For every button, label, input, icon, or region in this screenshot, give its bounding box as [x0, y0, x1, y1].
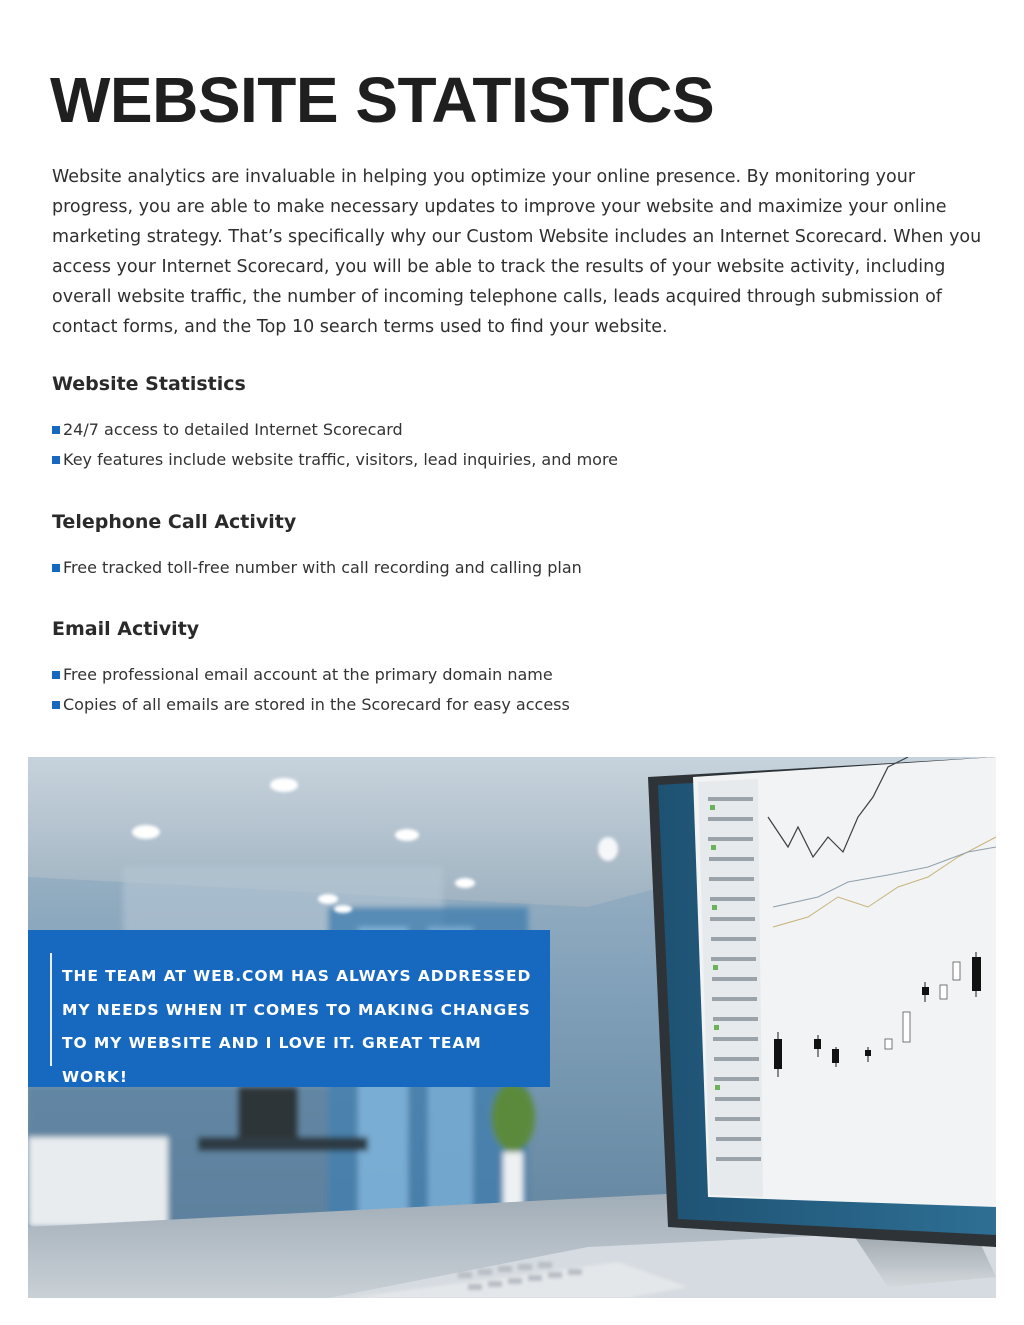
list-item-text: 24/7 access to detailed Internet Scorecard [63, 420, 403, 439]
section-heading: Telephone Call Activity [52, 511, 297, 533]
list-item [52, 690, 982, 720]
section-heading: Email Activity [52, 618, 200, 640]
list-item-text: Free tracked toll-free number with call recording and calling plan [63, 558, 582, 577]
list-item [52, 415, 982, 445]
bullet-list [52, 553, 982, 583]
square-bullet-icon [52, 456, 60, 464]
section-email-activity [52, 614, 982, 720]
bullet-list [52, 415, 982, 475]
list-item [52, 445, 982, 475]
square-bullet-icon [52, 564, 60, 572]
list-item-text: Key features include website traffic, visitors, lead inquiries, and more [63, 450, 619, 469]
section-telephone-call-activity [52, 507, 982, 583]
square-bullet-icon [52, 671, 60, 679]
section-heading: Website Statistics [52, 373, 246, 395]
intro-paragraph: Website analytics are invaluable in helping you optimize your online presence. By monitoring your progress, you are able to make necessary updates to improve your website and maximize your online marketing strategy. That’s specifically why our Custom Website includes an Internet Scorecard. When you access your Internet Scorecard, you will be able to track the results of your website activity, including overall website traffic, the number of incoming telephone calls, leads acquired through submission of contact forms, and the Top 10 search terms used to find your website. [52, 167, 982, 337]
bullet-list [52, 660, 982, 720]
section-website-statistics [52, 369, 982, 475]
testimonial-quote: THE TEAM AT WEB.COM HAS ALWAYS ADDRESSED MY NEEDS WHEN IT COMES TO MAKING CHANGES TO MY WEBSITE AND I LOVE IT. GREAT TEAM WORK! [62, 967, 532, 1086]
list-item [52, 553, 982, 583]
quote-divider [50, 953, 52, 1066]
square-bullet-icon [52, 701, 60, 709]
list-item-text: Copies of all emails are stored in the Scorecard for easy access [63, 695, 570, 714]
square-bullet-icon [52, 426, 60, 434]
testimonial-box [28, 930, 550, 1087]
page-title: WEBSITE STATISTICS [50, 64, 715, 136]
list-item [52, 660, 982, 690]
list-item-text: Free professional email account at the primary domain name [63, 665, 553, 684]
